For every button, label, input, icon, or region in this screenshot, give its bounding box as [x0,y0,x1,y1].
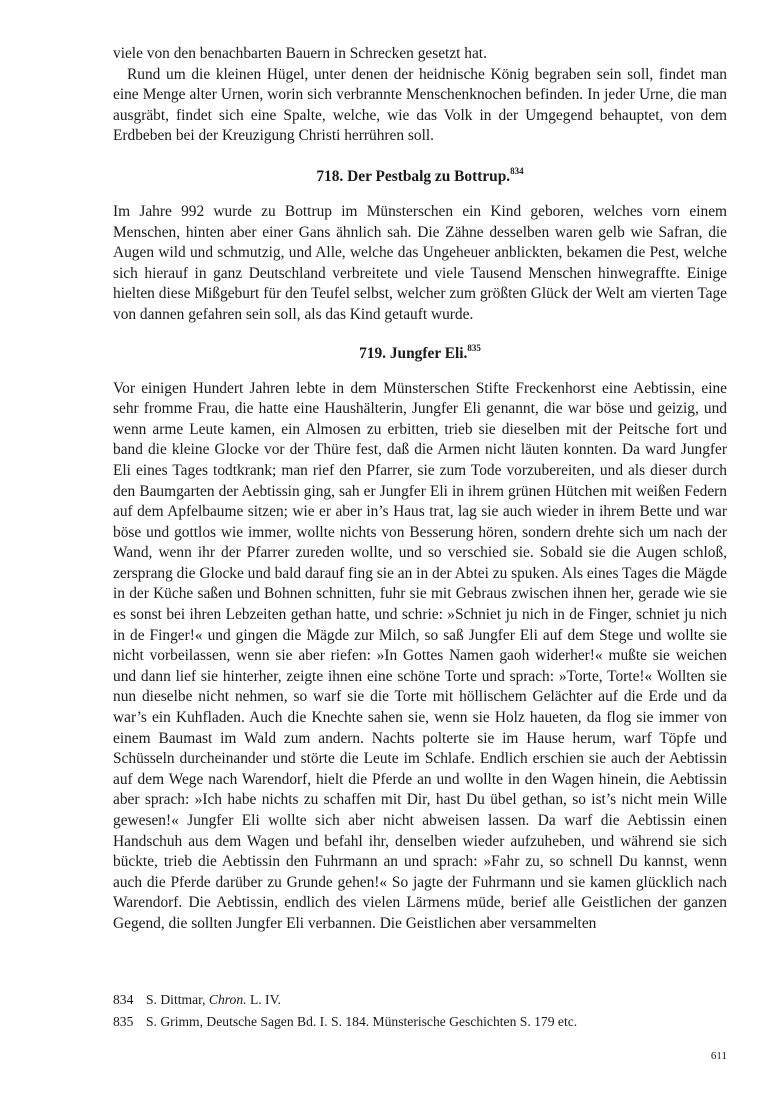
footnote-number: 835 [113,1014,134,1029]
footnote-835 [113,1011,727,1033]
footnote-ref-834[interactable]: 834 [510,165,524,176]
footnote-text-prefix: S. Dittmar, [146,992,209,1007]
section-text-719: Vor einigen Hundert Jahren lebte in dem Münsterschen Stifte Freckenhorst eine Aebtissin, eine sehr fromme Frau, die hatte eine Haushälterin, Jungfer Eli genannt, die war böse und geizig, und wenn arme Leute kamen, ein Almosen zu erbitten, trieb sie dieselben mit der Peitsche fort und band die kleine Glocke vor der Thüre fest, daß die Armen nicht läuten konnten. Da ward Jungfer Eli eines Tages todtkrank; man rief den Pfarrer, sie zum Tode vorzubereiten, und als dieser durch den Baumgarten der Aebtissin ging, sah er Jungfer Eli in ihrem grünen Hütchen mit weißen Federn auf dem Apfelbaume sitzen; wie er aber in’s Haus trat, lag sie auch wieder in ihrem Bette und war böse und gottlos wie immer, wollte nichts von Besserung hören, sondern drehte sich um nach der Wand, wenn ihr der Pfarrer zureden wollte, und so verschied sie. Sobald sie die Augen schloß, zersprang die Glocke und bald darauf fing sie an in der Abtei zu spuken. Als eines Tages die Mägde in der Küche saßen und Bohnen schnitten, fuhr sie mit Gebraus zwischen ihnen her, gerade wie sie es sonst bei ihren Lebzeiten gethan hatte, und schrie: »Schniet ju nich in de Finger, schniet ju nich in de Finger!« und gingen die Mägde zur Milch, so saß Jungfer Eli auf dem Stege und wollte sie nicht vorbeilassen, wenn sie aber riefen: »In Gottes Namen gaoh widerher!« mußte sie weichen und dann lief sie hinterher, zeigte ihnen eine schöne Torte und sprach: »Torte, Torte!« Wollten sie nun dieselbe nicht nehmen, so warf sie die Torte mit höllischem Gelächter auf die Erde und da war’s ein Kuhfladen. Auch die Knechte sahen sie, wenn sie Holz haueten, da flog sie immer von einem Baumast im Wald zum andern. Nachts polterte sie im Hause herum, warf Töpfe und Schüsseln durcheinander und störte die Leute im Schlafe. Endlich erschien sie auch der Aebtissin auf dem Wege nach Warendorf, hielt die Pferde an und wollte in den Wagen hinein, die Aebtissin aber sprach: »Ich habe nichts zu schaffen mit Dir, hast Du übel gethan, so ist’s nicht mein Wille gewesen!« Jungfer Eli wollte sich aber nicht abweisen lassen. Da warf die Aebtissin einen Handschuh aus dem Wagen und befahl ihr, denselben wieder aufzuheben, und während sie sich bückte, trieb die Aebtissin den Fuhrmann an und sprach: »Fahr zu, so schnell Du kannst, wenn auch die Pferde darüber zu Grunde gehen!« So jagte der Fuhrmann und sie kamen glücklich nach Warendorf. Die Aebtissin, endlich des vielen Lärmens müde, berief alle Geistlichen der ganzen Gegend, die sollten Jungfer Eli verbannen. Die Geistlichen aber versammelten [113,379,727,932]
footnotes [113,989,727,1033]
footnote-text [146,989,281,1011]
section-title-718: 718. Der Pestbalg zu Bottrup. [316,167,511,185]
footnote-text-suffix: L. IV. [246,992,282,1007]
intro-paragraph-continuation: viele von den benachbarten Bauern in Schrecken gesetzt hat. [113,45,487,62]
intro-paragraph-urns: Rund um die kleinen Hügel, unter denen der heidnische König begraben sein soll, findet man eine Menge alter Urnen, worin sich verbrannte Menschenknochen befinden. In jeder Urne, die man ausgräbt, findet sich eine Spalte, welche, wie das Volk in der Umgegend behauptet, von dem Erdbeben bei der Kreuzigung Christi herrühren soll. [113,65,727,145]
section-title-719: 719. Jungfer Eli. [359,344,468,362]
footnote-text-prefix: S. Grimm, Deutsche Sagen Bd. I. S. 184. Münsterische Geschichten S. 179 etc. [146,1014,578,1029]
section-heading-718 [113,167,727,187]
page-body [113,44,727,935]
section-text-718: Im Jahre 992 wurde zu Bottrup im Münsterschen ein Kind geboren, welches vorn einem Menschen, hinten aber einer Gans ähnlich sah. Die Zähne desselben waren gelb wie Safran, die Augen wild und schmutzig, und Alle, welche das Ungeheuer anblickten, bekamen die Pest, welche sich hierauf in ganz Deutschland verbreitete und viele Tausend Menschen hinwegraffte. Einige hielten diese Mißgeburt für den Teufel selbst, welcher zum größten Glück der Welt am vierten Tage von dannen gefahren sein soll, als das Kind getauft wurde. [113,202,727,323]
footnote-text-italic: Chron. [208,992,247,1007]
footnote-834 [113,989,727,1011]
page-number: 611 [710,1050,727,1062]
footnote-number: 834 [113,992,134,1007]
section-heading-719 [113,344,727,364]
footnote-ref-835[interactable]: 835 [467,342,481,353]
footnote-text [146,1011,577,1033]
